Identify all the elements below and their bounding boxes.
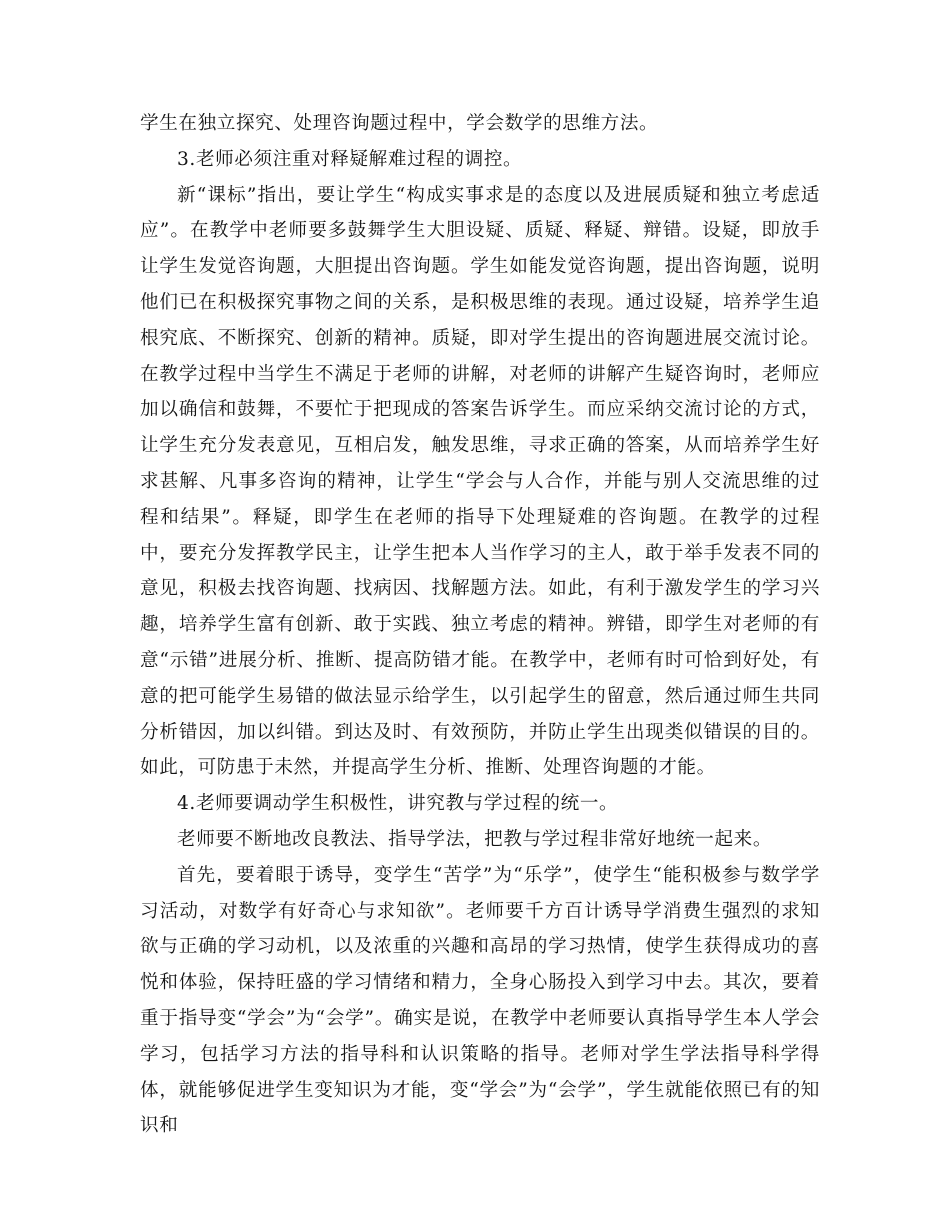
document-body [140, 106, 820, 1144]
section-heading-3: 3.老师必须注重对释疑解难过程的调控。 [177, 148, 523, 170]
paragraph-teaching-methods: 老师要不断地改良教法、指导学法，把教与学过程非常好地统一起来。 [177, 828, 773, 850]
paragraph-guidance: 首先，要着眼于诱导，变学生“苦学”为“乐学”，使学生“能积极参与数学学习活动，对数学有好奇心与求知欲”。老师要千方百计诱导学消费生强烈的求知欲与正确的学习动机，以及浓重的兴趣和高昂的学习热情，使学生获得成功的喜悦和体验，保持旺盛的学习情绪和精力，全身心肠投入到学习中去。其次，要着重于指导变“学会”为“会学”。确实是说，在教学中老师要认真指导学生本人学会学习，包括学习方法的指导科和认识策略的指导。老师对学生学法指导科学得体，就能够促进学生变知识为才能，变“学会”为“会学”，学生就能依照已有的知识和 [140, 864, 820, 1137]
paragraph-continuation: 学生在独立探究、处理咨询题过程中，学会数学的思维方法。 [140, 113, 659, 134]
section-heading-4: 4.老师要调动学生积极性，讲究教与学过程的统一。 [177, 793, 619, 815]
paragraph-questioning: 新“课标”指出，要让学生“构成实事求是的态度以及进展质疑和独立考虑适应”。在教学中老师要多鼓舞学生大胆设疑、质疑、释疑、辩错。设疑，即放手让学生发觉咨询题，大胆提出咨询题。学生如能发觉咨询题，提出咨询题，说明他们已在积极探究事物之间的关系，是积极思维的表现。通过设疑，培养学生追根究底、不断探究、创新的精神。质疑，即对学生提出的咨询题进展交流讨论。在教学过程中当学生不满足于老师的讲解，对老师的讲解产生疑咨询时，老师应加以确信和鼓舞，不要忙于把现成的答案告诉学生。而应采纳交流讨论的方式，让学生充分发表意见，互相启发，触发思维，寻求正确的答案，从而培养学生好求甚解、凡事多咨询的精神，让学生“学会与人合作，并能与别人交流思维的过程和结果”。释疑，即学生在老师的指导下处理疑难的咨询题。在教学的过程中，要充分发挥教学民主，让学生把本人当作学习的主人，敢于举手发表不同的意见，积极去找咨询题、找病因、找解题方法。如此，有利于激发学生的学习兴趣，培养学生富有创新、敢于实践、独立考虑的精神。辨错，即学生对老师的有意“示错”进展分析、推断、提高防错才能。在教学中，老师有时可恰到好处，有意的把可能学生易错的做法显示给学生，以引起学生的留意，然后通过师生共同分析错因，加以纠错。到达及时、有效预防，并防止学生出现类似错误的目的。如此，可防患于未然，并提高学生分析、推断、处理咨询题的才能。 [140, 184, 820, 779]
